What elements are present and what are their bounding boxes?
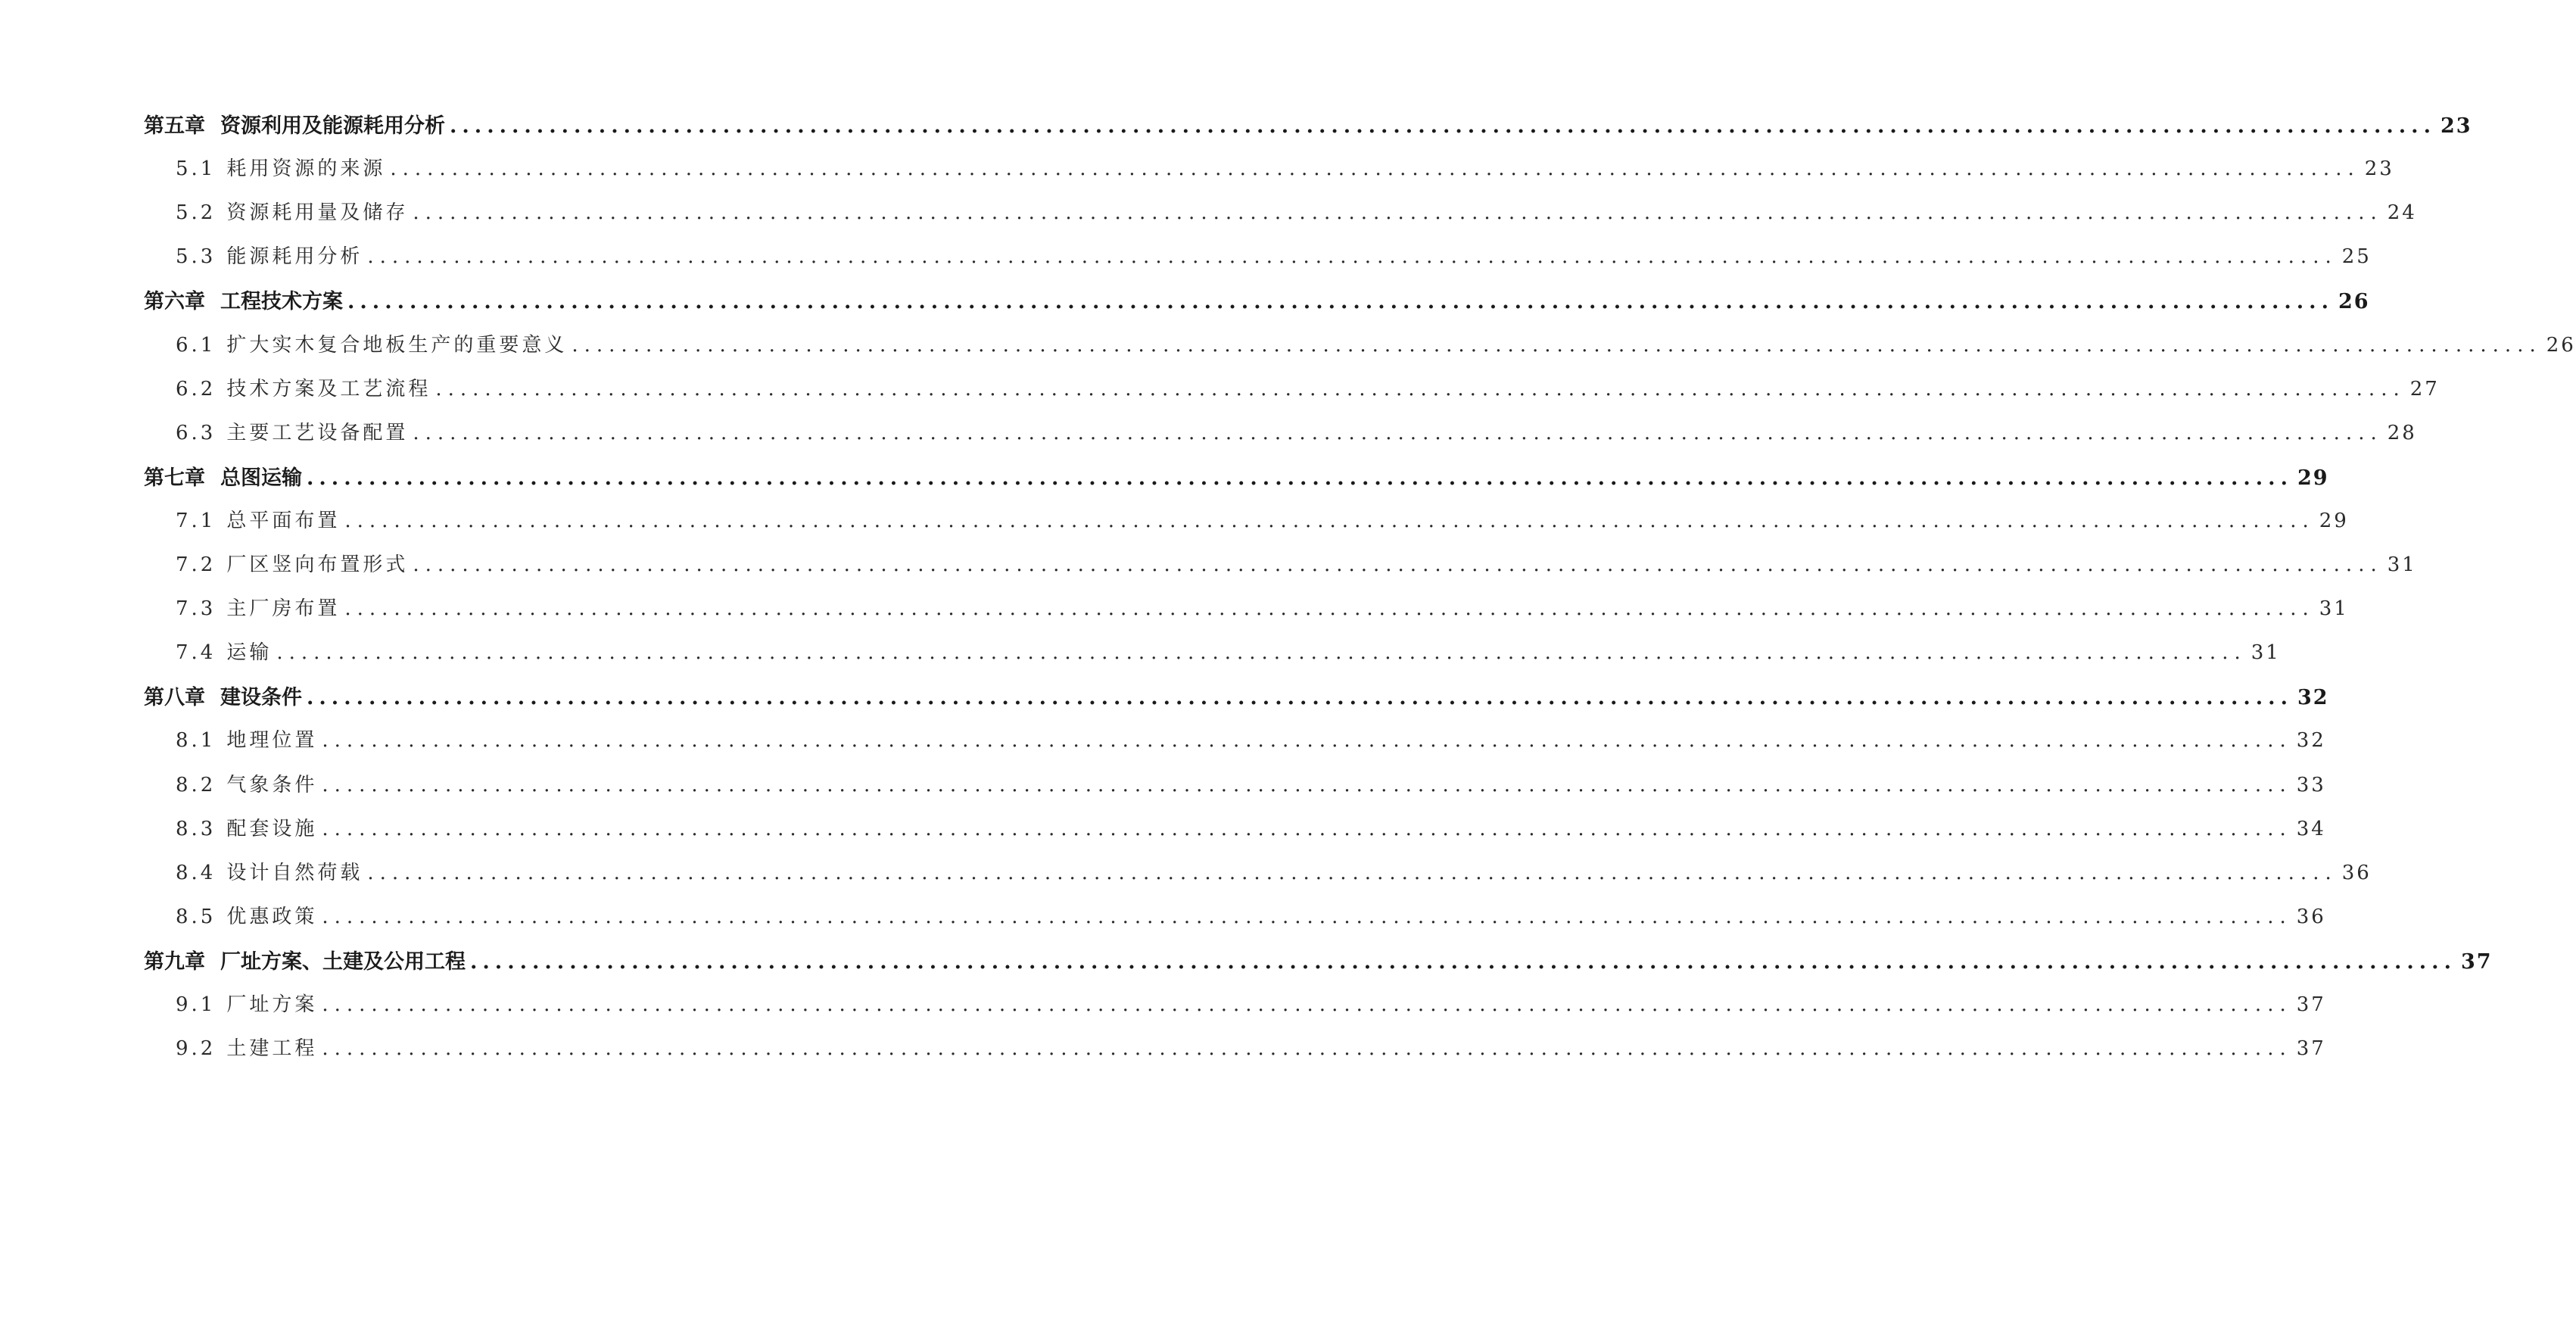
dot-leader: ................................................................................................................................................................ — [413, 201, 2383, 225]
dot-leader: ................................................................................................................................................................ — [572, 333, 2542, 357]
page-number: 36 — [2341, 861, 2372, 884]
section-number: 9.2 — [176, 1037, 216, 1061]
chapter-number: 第七章 — [144, 466, 205, 490]
section-number: 8.4 — [176, 861, 216, 884]
section-number: 5.2 — [176, 201, 216, 225]
page-number: 32 — [2296, 729, 2326, 753]
toc-section-entry[interactable] — [176, 549, 2417, 577]
chapter-number: 第八章 — [144, 686, 205, 710]
entry-title: 主要工艺设备配置 — [226, 421, 409, 444]
toc-section-entry[interactable] — [176, 373, 2440, 401]
page-number: 29 — [2297, 466, 2329, 490]
dot-leader: ................................................................................................................................................................ — [413, 421, 2383, 444]
dot-leader: ................................................................................................................................................................ — [413, 553, 2383, 576]
dot-leader: ................................................................................................................................................................ — [322, 1037, 2292, 1061]
toc-section-entry[interactable] — [176, 593, 2349, 621]
chapter-number: 第六章 — [144, 290, 205, 314]
entry-title: 配套设施 — [226, 817, 318, 840]
dot-leader: ................................................................................................................................................................ — [344, 509, 2315, 532]
entry-title: 资源利用及能源耗用分析 — [220, 114, 445, 138]
chapter-number: 第五章 — [144, 114, 205, 138]
entry-title: 总图运输 — [220, 466, 302, 490]
dot-leader: ................................................................................................................................................................ — [367, 861, 2338, 884]
toc-section-entry[interactable] — [176, 153, 2394, 181]
page-number: 27 — [2409, 377, 2440, 401]
page-number: 37 — [2460, 949, 2493, 974]
toc-chapter-entry[interactable] — [144, 461, 2329, 491]
toc-chapter-entry[interactable] — [144, 285, 2370, 314]
page-number: 23 — [2440, 114, 2472, 138]
section-number: 7.2 — [176, 553, 216, 576]
toc-section-entry[interactable] — [176, 857, 2372, 885]
page-number: 37 — [2296, 1037, 2326, 1061]
section-number: 6.1 — [176, 333, 216, 357]
entry-title: 扩大实木复合地板生产的重要意义 — [226, 333, 568, 357]
section-number: 8.5 — [176, 905, 216, 928]
toc-chapter-entry[interactable] — [144, 109, 2472, 139]
entry-title: 资源耗用量及储存 — [226, 201, 409, 225]
dot-leader: ................................................................................................................................................................ — [344, 597, 2315, 621]
dot-leader: ................................................................................................................................................................ — [435, 377, 2406, 401]
page-number: 36 — [2296, 905, 2326, 928]
entry-title: 运输 — [226, 641, 273, 665]
dot-leader: ................................................................................................................................................................ — [322, 905, 2292, 928]
entry-title: 优惠政策 — [226, 905, 318, 928]
toc-section-entry[interactable] — [176, 241, 2372, 269]
dot-leader: ................................................................................................................................................................ — [307, 686, 2293, 710]
toc-section-entry[interactable] — [176, 197, 2417, 225]
page-number: 24 — [2387, 201, 2417, 225]
entry-title: 地理位置 — [226, 729, 318, 753]
entry-title: 总平面布置 — [226, 509, 341, 532]
dot-leader: ................................................................................................................................................................ — [322, 729, 2292, 753]
page-number: 28 — [2387, 421, 2417, 444]
entry-title: 工程技术方案 — [220, 290, 343, 314]
dot-leader: ................................................................................................................................................................ — [307, 466, 2293, 490]
toc-section-entry[interactable] — [176, 813, 2326, 841]
entry-title: 厂区竖向布置形式 — [226, 553, 409, 576]
section-number: 6.2 — [176, 377, 216, 401]
entry-title: 主厂房布置 — [226, 597, 341, 621]
entry-title: 技术方案及工艺流程 — [226, 377, 431, 401]
toc-section-entry[interactable] — [176, 725, 2326, 753]
page-number: 37 — [2296, 993, 2326, 1016]
page-number: 31 — [2387, 553, 2417, 576]
section-number: 8.2 — [176, 773, 216, 796]
toc-section-entry[interactable] — [176, 901, 2326, 929]
toc-section-entry[interactable] — [176, 505, 2349, 533]
page-number: 34 — [2296, 817, 2326, 840]
toc-section-entry[interactable] — [176, 417, 2417, 445]
toc-section-entry[interactable] — [176, 329, 2576, 357]
section-number: 5.3 — [176, 245, 216, 269]
toc-chapter-entry[interactable] — [144, 681, 2329, 710]
toc-section-entry[interactable] — [176, 769, 2326, 797]
section-number: 5.1 — [176, 157, 216, 181]
entry-title: 设计自然荷载 — [226, 861, 363, 884]
page-number: 29 — [2319, 509, 2349, 532]
chapter-number: 第九章 — [144, 949, 205, 974]
page-number: 32 — [2297, 686, 2329, 710]
toc-section-entry[interactable] — [176, 989, 2326, 1017]
dot-leader: ................................................................................................................................................................ — [470, 949, 2456, 974]
section-number: 7.4 — [176, 641, 216, 665]
entry-title: 能源耗用分析 — [226, 245, 363, 269]
toc-section-entry[interactable] — [176, 637, 2281, 665]
section-number: 9.1 — [176, 993, 216, 1016]
page-number: 26 — [2546, 333, 2576, 357]
entry-title: 气象条件 — [226, 773, 318, 796]
dot-leader: ................................................................................................................................................................ — [367, 245, 2338, 269]
dot-leader: ................................................................................................................................................................ — [322, 993, 2292, 1016]
entry-title: 厂址方案、土建及公用工程 — [220, 949, 466, 974]
toc-chapter-entry[interactable] — [144, 945, 2493, 974]
page-number: 23 — [2364, 157, 2394, 181]
page-number: 25 — [2341, 245, 2372, 269]
dot-leader: ................................................................................................................................................................ — [276, 641, 2247, 665]
page-number: 31 — [2250, 641, 2281, 665]
page-number: 26 — [2338, 290, 2370, 314]
section-number: 7.1 — [176, 509, 216, 532]
page-number: 31 — [2319, 597, 2349, 621]
section-number: 7.3 — [176, 597, 216, 621]
entry-title: 厂址方案 — [226, 993, 318, 1016]
section-number: 8.1 — [176, 729, 216, 753]
section-number: 8.3 — [176, 817, 216, 840]
dot-leader: ................................................................................................................................................................ — [322, 773, 2292, 796]
dot-leader: ................................................................................................................................................................ — [450, 114, 2436, 138]
dot-leader: ................................................................................................................................................................ — [347, 290, 2334, 314]
entry-title: 耗用资源的来源 — [226, 157, 386, 181]
page-number: 33 — [2296, 773, 2326, 796]
entry-title: 土建工程 — [226, 1037, 318, 1061]
dot-leader: ................................................................................................................................................................ — [322, 817, 2292, 840]
entry-title: 建设条件 — [220, 686, 302, 710]
section-number: 6.3 — [176, 421, 216, 444]
dot-leader: ................................................................................................................................................................ — [390, 157, 2360, 181]
toc-section-entry[interactable] — [176, 1033, 2326, 1061]
